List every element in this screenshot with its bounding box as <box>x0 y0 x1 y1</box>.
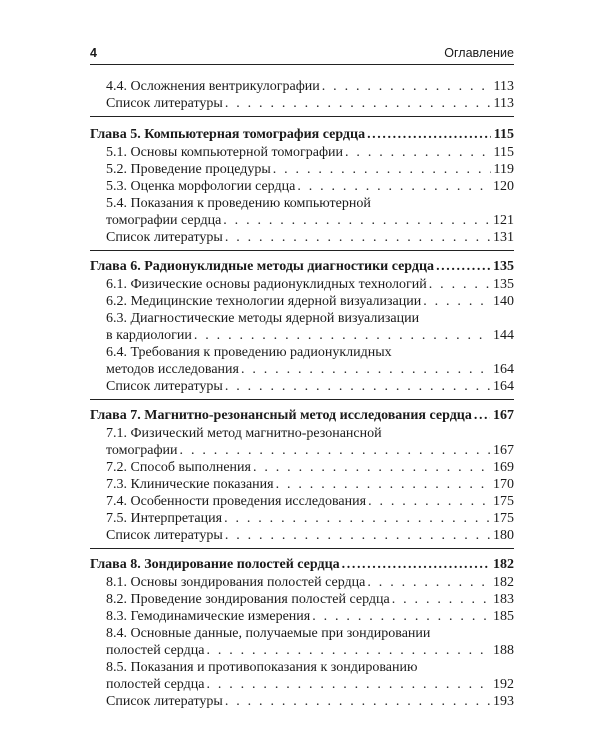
toc-entry-page: 135 <box>493 277 514 292</box>
toc-entry-title: 6.2. Медицинские технологии ядерной визуализации <box>106 294 422 309</box>
toc-entry <box>90 229 514 246</box>
dot-leader <box>225 378 490 395</box>
toc-entry-line1: 6.4. Требования к проведению радионуклидных <box>106 345 392 360</box>
dot-leader <box>392 591 490 608</box>
toc-entry <box>90 276 514 293</box>
toc-entry <box>90 642 514 659</box>
toc-chapter-heading <box>90 126 514 143</box>
dot-leader <box>276 476 490 493</box>
toc-chapter-heading <box>90 556 514 573</box>
toc-entry-title: Список литературы <box>106 230 223 245</box>
dot-leader <box>225 527 490 544</box>
dot-leader <box>342 556 490 573</box>
dot-leader <box>241 361 490 378</box>
dot-leader <box>429 276 490 293</box>
toc-entry-title: 6.1. Физические основы радионуклидных технологий <box>106 277 427 292</box>
dot-leader <box>345 144 490 161</box>
toc-entry-title: Список литературы <box>106 96 223 111</box>
toc-entry-page: 167 <box>493 408 514 423</box>
toc-entry-page: 113 <box>493 79 514 94</box>
header-divider <box>90 64 514 65</box>
toc-entry <box>90 591 514 608</box>
toc-entry-title: в кардиологии <box>106 328 192 343</box>
dot-leader <box>322 78 491 95</box>
page-number: 4 <box>90 46 97 60</box>
toc-entry-title: Список литературы <box>106 379 223 394</box>
toc-entry-title: Глава 5. Компьютерная томография сердца <box>90 127 366 142</box>
toc-entry-page: 193 <box>493 694 514 709</box>
running-title: Оглавление <box>444 46 514 60</box>
toc-section-ch6 <box>90 258 514 400</box>
dot-leader <box>194 327 490 344</box>
toc-entry-page: 188 <box>493 643 514 658</box>
dot-leader <box>367 126 491 143</box>
toc-entry <box>90 459 514 476</box>
toc-entry-title: томографии сердца <box>106 213 222 228</box>
dot-leader <box>273 161 491 178</box>
toc-entry <box>90 442 514 459</box>
toc-entry-title: 8.2. Проведение зондирования полостей сердца <box>106 592 390 607</box>
toc-entry-title: 7.5. Интерпретация <box>106 511 223 526</box>
toc-entry-page: 180 <box>493 528 514 543</box>
toc-entry-line1: 7.1. Физический метод магнитно-резонансной <box>106 426 382 441</box>
toc-entry <box>90 476 514 493</box>
toc-entry-page: 182 <box>493 557 514 572</box>
dot-leader <box>225 693 490 710</box>
toc-entry <box>90 378 514 395</box>
toc-entry-title: 7.2. Способ выполнения <box>106 460 251 475</box>
toc-entry-line1: 5.4. Показания к проведению компьютерной <box>106 196 371 211</box>
toc-entry-page: 167 <box>493 443 514 458</box>
dot-leader <box>253 459 490 476</box>
dot-leader <box>297 178 490 195</box>
toc-entry-title: 8.3. Гемодинамические измерения <box>106 609 311 624</box>
toc-entry <box>90 95 514 112</box>
toc-entry-title: Глава 6. Радионуклидные методы диагностики сердца <box>90 259 435 274</box>
toc-entry-title: 5.2. Проведение процедуры <box>106 162 271 177</box>
dot-leader <box>225 229 490 246</box>
dot-leader <box>368 493 490 510</box>
toc-entry-page: 175 <box>493 494 514 509</box>
toc-entry-line1: 6.3. Диагностические методы ядерной визуализации <box>106 311 420 326</box>
dot-leader <box>423 293 490 310</box>
toc-entry-title: Глава 8. Зондирование полостей сердца <box>90 557 340 572</box>
toc-entry-title: Глава 7. Магнитно-резонансный метод исследования сердца <box>90 408 472 423</box>
toc-entry <box>90 693 514 710</box>
dot-leader <box>223 212 490 229</box>
toc-entry-line1: 8.5. Показания и противопоказания к зондированию <box>106 660 418 675</box>
toc-entry-title: 4.4. Осложнения вентрикулографии <box>106 79 320 94</box>
toc-chapter-heading <box>90 407 514 424</box>
toc-section-ch8 <box>90 556 514 714</box>
toc-entry-page: 183 <box>493 592 514 607</box>
toc-entry-page: 170 <box>493 477 514 492</box>
toc-entry-page: 175 <box>493 511 514 526</box>
toc-entry <box>90 144 514 161</box>
toc-entry-page: 164 <box>493 379 514 394</box>
toc-section-ch5 <box>90 126 514 251</box>
toc-entry-page: 119 <box>493 162 514 177</box>
toc-entry <box>90 293 514 310</box>
toc-entry <box>90 327 514 344</box>
dot-leader <box>367 574 490 591</box>
toc-entry-page: 185 <box>493 609 514 624</box>
toc-entry <box>90 361 514 378</box>
toc-entry-line1: 8.4. Основные данные, получаемые при зондировании <box>106 626 431 641</box>
dot-leader <box>224 510 490 527</box>
table-of-contents <box>90 78 514 721</box>
toc-entry-title: томографии <box>106 443 178 458</box>
dot-leader <box>206 642 490 659</box>
toc-entry <box>90 212 514 229</box>
dot-leader <box>474 407 490 424</box>
toc-entry <box>90 178 514 195</box>
toc-entry-page: 140 <box>493 294 514 309</box>
toc-entry-title: полостей сердца <box>106 677 205 692</box>
toc-section-ch7 <box>90 407 514 549</box>
toc-entry-title: Список литературы <box>106 528 223 543</box>
toc-entry <box>90 676 514 693</box>
toc-entry <box>90 527 514 544</box>
dot-leader <box>225 95 491 112</box>
toc-entry-title: 8.1. Основы зондирования полостей сердца <box>106 575 366 590</box>
dot-leader <box>312 608 490 625</box>
toc-entry <box>90 161 514 178</box>
toc-entry-title: Список литературы <box>106 694 223 709</box>
toc-entry-page: 115 <box>493 127 514 142</box>
toc-entry <box>90 493 514 510</box>
toc-entry-page: 121 <box>493 213 514 228</box>
toc-entry-title: 7.4. Особенности проведения исследования <box>106 494 367 509</box>
toc-entry-page: 182 <box>493 575 514 590</box>
toc-entry-page: 135 <box>493 259 514 274</box>
toc-entry-page: 131 <box>493 230 514 245</box>
toc-entry-page: 192 <box>493 677 514 692</box>
toc-entry-page: 164 <box>493 362 514 377</box>
toc-entry <box>90 608 514 625</box>
toc-entry <box>90 574 514 591</box>
toc-entry-title: 5.1. Основы компьютерной томографии <box>106 145 344 160</box>
toc-section-ch4-tail <box>90 78 514 117</box>
toc-entry-page: 169 <box>493 460 514 475</box>
toc-entry-page: 113 <box>493 96 514 111</box>
toc-entry-page: 120 <box>493 179 514 194</box>
dot-leader <box>206 676 490 693</box>
dot-leader <box>180 442 490 459</box>
dot-leader <box>436 258 490 275</box>
page-header <box>90 46 514 62</box>
toc-entry <box>90 510 514 527</box>
toc-entry-title: методов исследования <box>106 362 239 377</box>
toc-entry-title: полостей сердца <box>106 643 205 658</box>
toc-entry-title: 5.3. Оценка морфологии сердца <box>106 179 296 194</box>
toc-entry-page: 144 <box>493 328 514 343</box>
toc-chapter-heading <box>90 258 514 275</box>
toc-entry <box>90 78 514 95</box>
toc-entry-page: 115 <box>493 145 514 160</box>
toc-entry-title: 7.3. Клинические показания <box>106 477 274 492</box>
